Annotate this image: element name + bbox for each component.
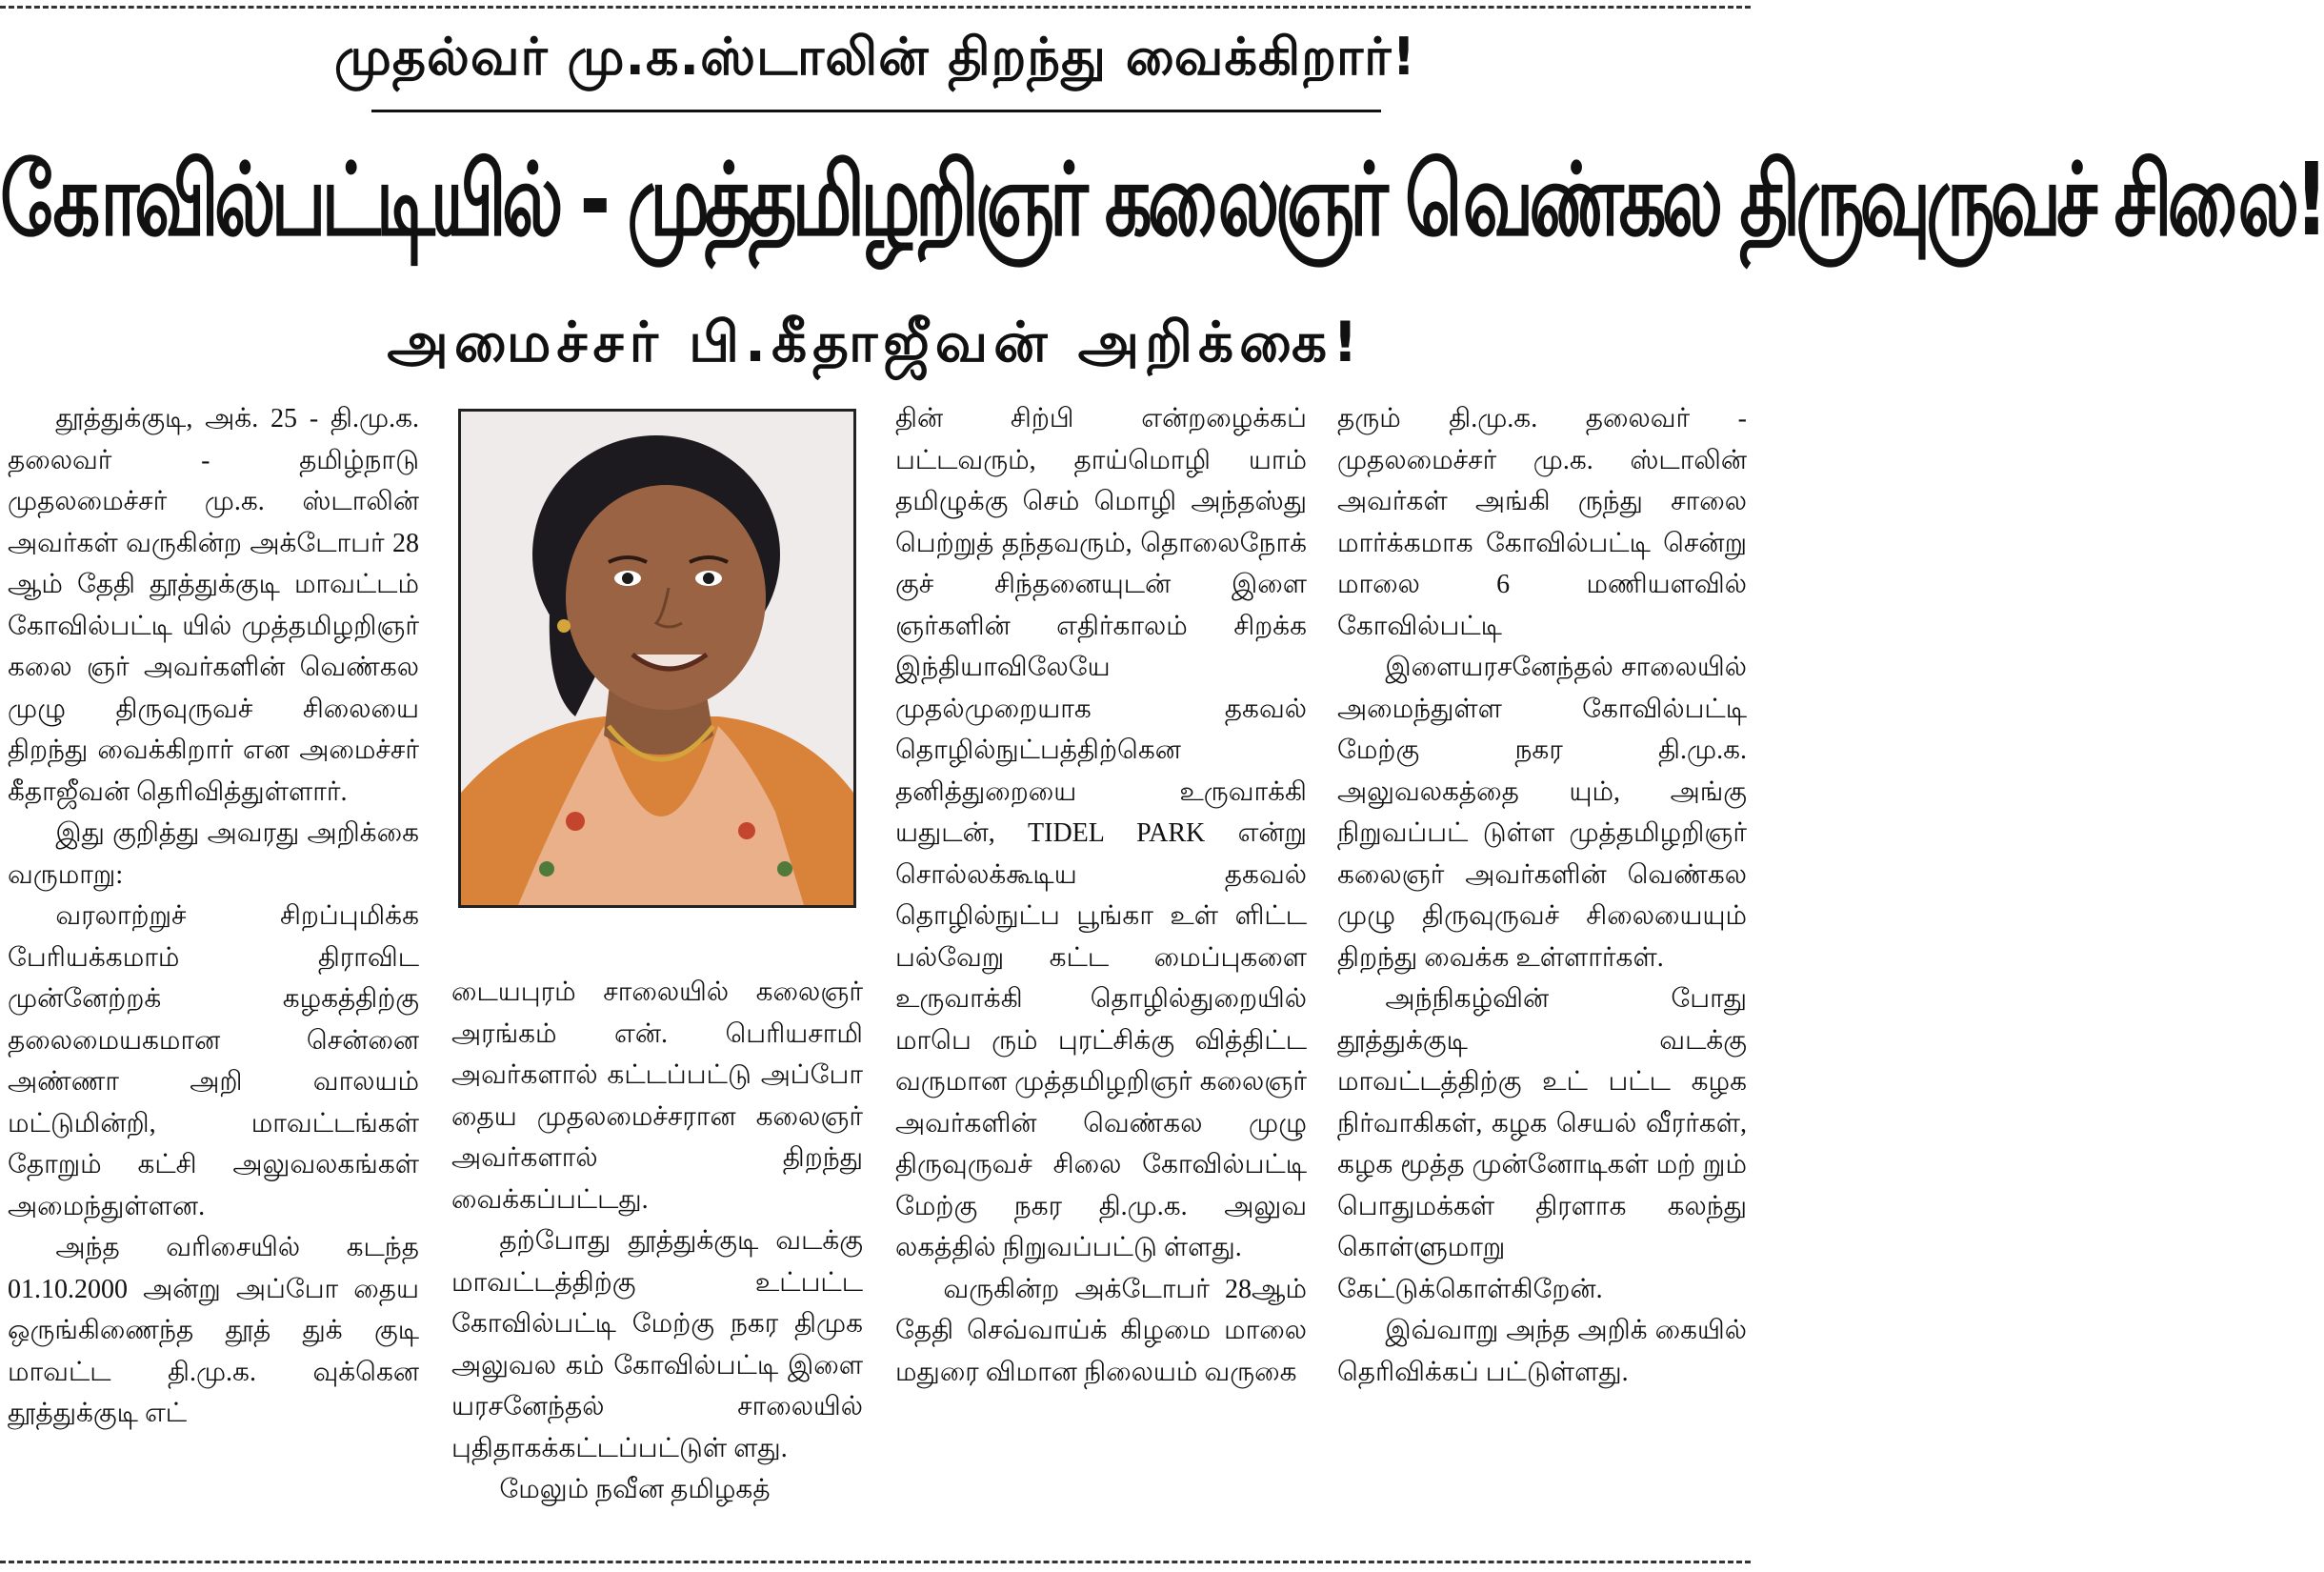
article-column-2 [451, 972, 863, 1511]
article-paragraph: தின் சிற்பி என்றழைக்கப் பட்டவரும், தாய்மொழி யாம் தமிழுக்கு செம் மொழி அந்தஸ்து பெற்றுத் தந்தவரும், தொலைநோக் குச் சிந்தனையுடன் இளை ஞர்களின் எதிர்காலம் சிறக்க இந்தியாவிலேயே முதல்முறையாக தகவல் தொழில்நுட்பத்திற்கென தனித்துறையை உருவாக்கி யதுடன், TIDEL PARK என்று சொல்லக்கூடிய தகவல் தொழில்நுட்ப பூங்கா உள் ளிட்ட பல்வேறு கட்ட மைப்புகளை உருவாக்கி தொழில்துறையில் மாபெ ரும் புரட்சிக்கு வித்திட்ட வருமான முத்தமிழறிஞர் கலைஞர் அவர்களின் வெண்கல முழு திருவுருவச் சிலை கோவில்பட்டி மேற்கு நகர தி.மு.க. அலுவ லகத்தில் நிறுவப்பட்டு ள்ளது. [895, 404, 1307, 1262]
subheadline: அமைச்சர் பி.கீதாஜீவன் அறிக்கை! [387, 310, 1364, 374]
article-paragraph: அந்நிகழ்வின் போது தூத்துக்குடி வடக்கு மாவட்டத்திற்கு உட் பட்ட கழக நிர்வாகிகள், கழக செயல் வீரர்கள், கழக மூத்த முன்னோடிகள் மற் றும் பொதுமக்கள் திரளாக கலந்து கொள்ளுமாறு கேட்டுக்கொள்கிறேன். [1337, 984, 1747, 1304]
bottom-dashed-border [0, 1561, 1751, 1563]
kicker-headline: முதல்வர் மு.க.ஸ்டாலின் திறந்து வைக்கிறார்! [333, 27, 1417, 87]
article-column-3 [895, 398, 1307, 1393]
main-headline: கோவில்பட்டியில் - முத்தமிழறிஞர் கலைஞர் வெண்கல திருவுருவச் சிலை! [0, 143, 2324, 259]
article-paragraph: தற்போது தூத்துக்குடி வடக்கு மாவட்டத்திற்கு உட்பட்ட கோவில்பட்டி மேற்கு நகர திமுக அலுவல கம் கோவில்பட்டி இளை யரசனேந்தல் சாலையில் புதிதாகக்கட்டப்பட்டுள் ளது. [451, 1226, 863, 1463]
article-paragraph: மேலும் நவீன தமிழகத் [499, 1475, 771, 1504]
article-column-4 [1337, 398, 1747, 1393]
top-dashed-border [0, 6, 1751, 9]
article-paragraph: அந்த வரிசையில் கடந்த 01.10.2000 அன்று அப்போ தைய ஒருங்கிணைந்த தூத் துக் குடி மாவட்ட தி.மு.க. வுக்கென தூத்துக்குடி எட் [8, 1233, 419, 1428]
article-paragraph: டையபுரம் சாலையில் கலைஞர் அரங்கம் என். பெரியசாமி அவர்களால் கட்டப்பட்டு அப்போ தைய முதலமைச்சரான கலைஞர் அவர்களால் திறந்து வைக்கப்பட்டது. [451, 977, 863, 1215]
article-paragraph: இவ்வாறு அந்த அறிக் கையில் தெரிவிக்கப் பட்டுள்ளது. [1337, 1316, 1747, 1387]
article-column-1 [8, 398, 419, 1435]
article-paragraph: இது குறித்து அவரது அறிக்கை வருமாறு: [8, 818, 419, 890]
kicker-underline [371, 110, 1381, 112]
article-paragraph: வருகின்ற அக்டோபர் 28ஆம் தேதி செவ்வாய்க் கிழமை மாலை மதுரை விமான நிலையம் வருகை [895, 1274, 1307, 1387]
article-paragraph: இளையரசனேந்தல் சாலையில் அமைந்துள்ள கோவில்பட்டி மேற்கு நகர தி.மு.க. அலுவலகத்தை யும், அங்கு நிறுவப்பட் டுள்ள முத்தமிழறிஞர் கலைஞர் அவர்களின் வெண்கல முழு திருவுருவச் சிலையையும் திறந்து வைக்க உள்ளார்கள். [1337, 653, 1747, 973]
portrait-photo-icon [458, 409, 856, 908]
dateline-paragraph: தூத்துக்குடி, அக். 25 - தி.மு.க. தலைவர் - தமிழ்நாடு முதலமைச்சர் மு.க. ஸ்டாலின் அவர்கள் வருகின்ற அக்டோபர் 28 ஆம் தேதி தூத்துக்குடி மாவட்டம் கோவில்பட்டி யில் முத்தமிழறிஞர் கலை ஞர் அவர்களின் வெண்கல முழு திருவுருவச் சிலையை திறந்து வைக்கிறார் என அமைச்சர் கீதாஜீவன் தெரிவித்துள்ளார். [8, 404, 419, 807]
portrait-illustration [461, 412, 853, 905]
article-paragraph: வரலாற்றுச் சிறப்புமிக்க பேரியக்கமாம் திராவிட முன்னேற்றக் கழகத்திற்கு தலைமையகமான சென்னை அண்ணா அறி வாலயம் மட்டுமின்றி, மாவட்டங்கள் தோறும் கட்சி அலுவலகங்கள் அமைந்துள்ளன. [8, 901, 419, 1221]
article-paragraph: தரும் தி.மு.க. தலைவர் - முதலமைச்சர் மு.க. ஸ்டாலின் அவர்கள் அங்கி ருந்து சாலை மார்க்கமாக கோவில்பட்டி சென்று மாலை 6 மணியளவில் கோவில்பட்டி [1337, 404, 1747, 641]
